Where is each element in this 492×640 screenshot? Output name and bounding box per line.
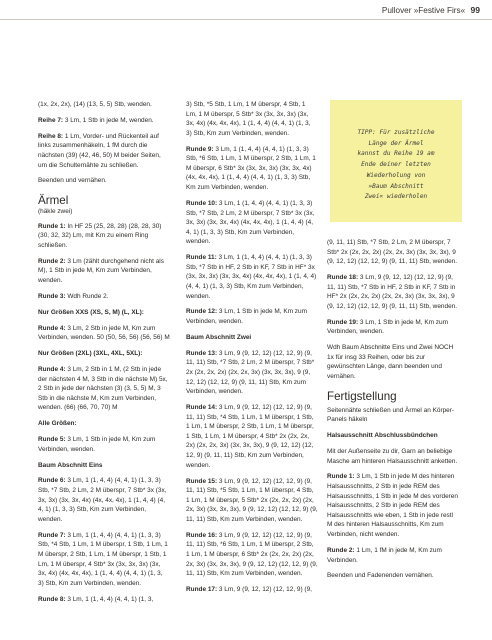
section-heading-finishing: Fertigstellung [327,389,397,403]
tip-text: TIPP: Für zusätzliche Länge der Ärmel kannst du Reihe 19 am Ende deiner letzten Wiederholung von »Baum Abschnitt Zwei« wiederholen [357,129,435,201]
size-heading: Alle Größen: [38,420,77,428]
header-divider [0,19,492,20]
instruction: Runde 6: 3 Lm, 1 (1, 4, 4) (4, 4, 1) (1, 3, 3) Stb, *7 Stb, 2 Lm, 2 M überspr, 7 Stb* 3x (3x, 3x, 3x) (3x, 3x, 4x) (4x, 4x, 4x), 1 (1, 4, 4) (4, 4, 1) (1, 3, 3) Stb, Km zum Verbinden, wenden. [38,477,167,523]
instruction: Runde 2: 1 Lm, 1 fM in jede M, Km zum Verbinden. [327,546,442,564]
row-label: Runde 2: [38,257,66,265]
paragraph: Beenden und Fadenenden vernähen. [327,572,434,580]
section-heading-sleeve: Ärmel [38,194,69,208]
paragraph: 3) Stb, *5 Stb, 1 Lm, 1 M überspr, 4 Stb, 1 Lm, 1 M überspr, 5 Stb* 3x (3x, 3x, 3x) (3x, 3x, 4x) (4x, 4x, 4x), 1 (1, 4, 4) (4, 4, 1) (1, 3, 3) Stb, Km zum Verbinden, wenden. [186,101,311,137]
instruction: Runde 18: 3 Lm, 9 (9, 12, 12) (12, 12, 9) (9, 11, 11) Stb, *7 Stb in HF, 2 Stb in KF, 7 Stb in HF* 2x (2x, 2x, 2x) (2x, 2x, 3x) (3x, 3x, 3x), 9 (9, 12, 12) (12, 12, 9) (9, 11, 11) Stb, wenden. [327,274,458,310]
row-label: Reihe 7: [38,116,64,124]
column-3 [327,238,460,587]
paragraph: Seitennähte schließen und Ärmel an Körper-Panels häkeln [327,406,455,424]
paragraph: Wdh Baum Abschnitte Eins und Zwei NOCH 1x für insg 33 Reihen, oder bis zur gewünschten Länge, dann beenden und vernähen. [327,344,454,381]
row-label: Runde 10: [186,199,218,207]
row-label: Runde 6: [38,477,66,485]
row-label: Runde 2: [327,546,355,554]
row-label: Reihe 8: [38,132,64,140]
row-label: Runde 9: [186,145,214,153]
row-label: Runde 8: [38,595,66,603]
subsection-heading: Halsausschnitt Abschlussbündchen [327,432,438,440]
row-label: Runde 1: [38,222,66,230]
instruction: Runde 13: 3 Lm, 9 (9, 12, 12) (12, 12, 9) (9, 11, 11) Stb, *7 Stb, 2 Lm, 2 M überspr, 7 Stb* 2x (2x, 2x, 2x) (2x, 2x, 3x) (3x, 3x, 3x), 9 (9, 12, 12) (12, 12, 9) (9, 11, 11) Stb, Km zum Verbinden, wenden. [186,349,315,396]
row-label: Runde 4: [38,324,66,332]
row-label: Runde 11: [186,254,217,262]
size-heading: Nur Größen (2XL) (3XL, 4XL, 5XL): [38,350,143,358]
row-label: Runde 14: [186,404,218,412]
row-label: Runde 16: [186,531,218,539]
instruction: Runde 15: 3 Lm, 9 (9, 12, 12) (12, 12, 9) (9, 11, 11) Stb, *5 Stb, 1 Lm, 1 M überspr, 4 Stb, 1 Lm, 1 M überspr, 5 Stb* 2x (2x, 2x, 2x) (2x, 2x, 3x) (3x, 3x, 3x), 9 (9, 12, 12) (12, 12, 9) (9, 11, 11) Stb, Km zum Verbinden, wenden. [186,477,318,523]
page-header [0,0,492,18]
paragraph: (1x, 2x, 2x), (14) (13, 5, 5) Stb, wenden. [38,101,152,108]
section-subheading: (häkle zwei) [38,208,73,216]
instruction: Runde 1: 3 Lm, 1 Stb in jede M des hinteren Halsausschnitts, 2 Stb in jede REM des Halsausschnitts, 1 Stb in jede M des vorderen Halsausschnitts, 2 Stb in jede REM des Halsausschnitts wie eben, 1 Stb in jede restl M des hinteren Halsausschnitts, Km zum Verbinden, nicht wenden. [327,473,458,539]
instruction: Runde 4: 3 Lm, 2 Stb in jede M, Km zum Verbinden, wenden. 50 (50, 56, 56) (56, 56) M [38,324,170,342]
row-label: Runde 1: [327,473,355,481]
instruction: Runde 9: 3 Lm, 1 (1, 4, 4) (4, 4, 1) (1, 3, 3) Stb, *6 Stb, 1 Lm, 1 M überspr, 2 Stb, 1 Lm, 1 M überspr, 6 Stb* 3x (3x, 3x, 3x) (3x, 3x, 4x) (4x, 4x, 4x), 1 (1, 4, 4) (4, 4, 1) (1, 3, 3) Stb, Km zum Verbinden, wenden. [186,145,316,192]
instruction: Runde 4: 3 Lm, 2 Stb in 1 M, (2 Stb in jede der nächsten 4 M, 3 Stb in die nächste M) 5x, 2 Stb in jede der nächsten (3) (3, 5, 5) M, 3 Stb in die nächste M, Km zum Verbinden, wenden. (66) (66, 70, 70) M [38,365,168,412]
column-2 [186,100,318,601]
row-label: Runde 5: [38,436,66,444]
instruction: Runde 1: In HF 25 (25, 28, 28) (28, 28, 30) (30, 32, 32) Lm, mit Km zu einem Ring schließen. [38,222,162,249]
instruction: Runde 12: 3 Lm, 1 Stb in jede M, Km zum Verbinden, wenden. [186,308,307,326]
paragraph: (9, 11, 11) Stb, *7 Stb, 2 Lm, 2 M überspr, 7 Stb* 2x (2x, 2x, 2x) (2x, 2x, 3x) (3x, 3x, 3x), 9 (9, 12, 12) (12, 12, 9) (9, 11, 11) Stb, wenden. [327,239,458,266]
row-label: Runde 17: [186,586,218,594]
instruction: Runde 3: Wdh Runde 2. [38,292,109,300]
row-label: Runde 4: [38,365,66,373]
row-label: Runde 12: [186,308,218,316]
row-label: Runde 13: [186,349,218,357]
instruction: Runde 7: 3 Lm, 1 (1, 4, 4) (4, 4, 1) (1, 3, 3) Stb, *4 Stb, 1 Lm, 1 M überspr, 1 Stb, 1 Lm, 1 M überspr, 2 Stb, 1 Lm, 1 M überspr, 1 Stb, 1 Lm, 1 M überspr, 4 Stb* 3x (3x, 3x, 3x) (3x, 3x, 4x) (4x, 4x, 4x), 1 (1, 4, 4) (4, 4, 1) (1, 3, 3) Stb, Km zum Verbinden, wenden. [38,531,168,587]
instruction: Runde 10: 3 Lm, 1 (1, 4, 4) (4, 4, 1) (1, 3, 3) Stb, *7 Stb, 2 Lm, 2 M überspr, 7 Stb* 3x (3x, 3x, 3x) (3x, 3x, 4x) (4x, 4x, 4x), 1 (1, 4, 4) (4, 4, 1) (1, 3, 3) Stb, Km zum Verbinden, wenden. [186,199,315,246]
instruction: Runde 8: 3 Lm, 1 (1, 4, 4) (4, 4, 1) (1, 3, [38,595,154,603]
row-label: Runde 15: [186,477,218,485]
size-heading: Nur Größen XXS (XS, S, M) (L, XL): [38,308,144,316]
paragraph: Beenden und vernähen. [38,177,107,185]
instruction: Runde 2: 3 Lm (zählt durchgehend nicht als M), 1 Stb in jede M, Km zum Verbinden, wenden. [38,257,164,284]
instruction: Runde 16: 3 Lm, 9 (9, 12, 12) (12, 12, 9) (9, 11, 11) Stb, *6 Stb, 1 Lm, 1 M überspr, 2 Stb, 1 Lm, 1 M überspr, 6 Stb* 2x (2x, 2x, 2x) (2x, 2x, 3x) (3x, 3x, 3x), 9 (9, 12, 12) (12, 12, 9) (9, 11, 11) Stb, Km zum Verbinden, wenden. [186,531,318,578]
row-label: Runde 7: [38,531,66,539]
tip-box [330,100,462,222]
instruction: Runde 17: 3 Lm, 9 (9, 12, 12) (12, 12, 9) (9, [186,586,312,594]
instruction: Runde 5: 3 Lm, 1 Stb in jede M, Km zum Verbinden, wenden. [38,436,156,453]
column-1 [38,100,170,611]
row-label: Runde 19: [327,318,359,326]
running-title: Pullover »Festive Firs« [381,6,466,15]
subsection-heading: Baum Abschnitt Eins [38,461,103,469]
instruction: Reihe 8: 1 Lm, Vorder- und Rückenteil auf links zusammenhäkeln, 1 fM durch die nächsten (39) (42, 46, 50) M beider Seiten, um die Schulternähte zu schließen. [38,132,161,169]
instruction: Runde 14: 3 Lm, 9 (9, 12, 12) (12, 12, 9) (9, 11, 11) Stb, *4 Stb, 1 Lm, 1 M überspr, 1 Stb, 1 Lm, 1 M überspr, 2 Stb, 1 Lm, 1 M überspr, 1 Stb, 1 Lm, 1 M überspr, 4 Stb* 2x (2x, 2x, 2x) (2x, 2x, 3x) (3x, 3x, 3x), 9 (9, 12, 12) (12, 12, 9) (9, 11, 11) Stb, Km zum Verbinden, wenden. [186,404,314,469]
row-label: Runde 18: [327,274,359,282]
instruction: Runde 11: 3 Lm, 1 (1, 4, 4) (4, 4, 1) (1, 3, 3) Stb, *7 Stb in HF, 2 Stb in KF, 7 Stb in HF* 3x (3x, 3x, 3x) (3x, 3x, 4x) (4x, 4x, 4x), 1 (1, 4, 4) (4, 4, 1) (1, 3, 3) Stb, Km zum Verbinden, wenden. [186,254,317,300]
subsection-heading: Baum Abschnitt Zwei [186,333,252,341]
paragraph: Mit der Außenseite zu dir, Garn an beliebige Masche am hinteren Halsausschnitt anketten. [327,447,458,465]
instruction: Reihe 7: 3 Lm, 1 Stb in jede M, wenden. [38,116,154,124]
row-label: Runde 3: [38,292,66,300]
page-number: 99 [470,5,480,15]
instruction: Runde 19: 3 Lm, 1 Stb in jede M, Km zum Verbinden, wenden. [327,318,448,336]
